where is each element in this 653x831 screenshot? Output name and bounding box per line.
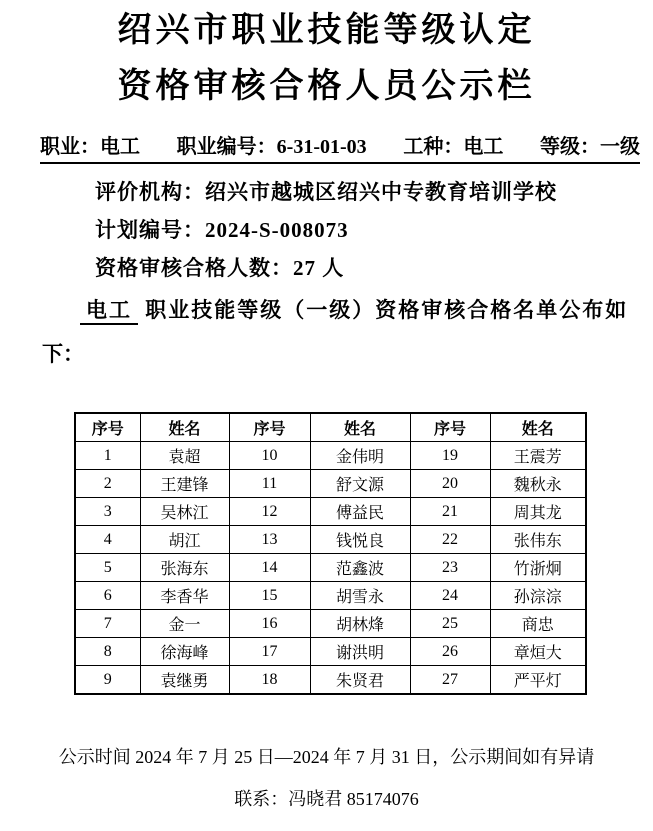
name-cell: 徐海峰 — [140, 638, 229, 666]
name-cell: 金伟明 — [310, 442, 410, 470]
serial-number-cell: 10 — [229, 442, 310, 470]
name-cell: 袁继勇 — [140, 666, 229, 695]
serial-number-cell: 8 — [75, 638, 140, 666]
serial-number-cell: 21 — [410, 498, 490, 526]
name-cell: 竹浙炯 — [490, 554, 586, 582]
column-header: 姓名 — [310, 413, 410, 442]
contact-line: 联系：冯晓君 85174076 — [234, 789, 419, 809]
name-cell: 傅益民 — [310, 498, 410, 526]
table-row — [75, 610, 586, 638]
column-header: 序号 — [229, 413, 310, 442]
table-row — [75, 442, 586, 470]
serial-number-cell: 24 — [410, 582, 490, 610]
passed-count-line: 资格审核合格人数：27 人 — [95, 256, 345, 280]
roster-table-body — [75, 442, 586, 695]
roster-table-header-row — [75, 413, 586, 442]
occupation-code-field: 职业编号：6-31-01-03 — [176, 136, 367, 158]
serial-number-cell: 6 — [75, 582, 140, 610]
name-cell: 李香华 — [140, 582, 229, 610]
serial-number-cell: 4 — [75, 526, 140, 554]
serial-number-cell: 25 — [410, 610, 490, 638]
name-cell: 范鑫波 — [310, 554, 410, 582]
serial-number-cell: 19 — [410, 442, 490, 470]
table-row — [75, 526, 586, 554]
name-cell: 王震芳 — [490, 442, 586, 470]
publicity-period-line: 公示时间 2024 年 7 月 25 日—2024 年 7 月 31 日，公示期间如有异请 — [58, 747, 595, 767]
name-cell: 张海东 — [140, 554, 229, 582]
occupation-info-line — [40, 134, 640, 164]
serial-number-cell: 9 — [75, 666, 140, 695]
serial-number-cell: 15 — [229, 582, 310, 610]
name-cell: 朱贤君 — [310, 666, 410, 695]
evaluation-agency-line: 评价机构：绍兴市越城区绍兴中专教育培训学校 — [95, 180, 557, 204]
serial-number-cell: 12 — [229, 498, 310, 526]
name-cell: 商忠 — [490, 610, 586, 638]
serial-number-cell: 26 — [410, 638, 490, 666]
serial-number-cell: 7 — [75, 610, 140, 638]
name-cell: 张伟东 — [490, 526, 586, 554]
table-row — [75, 638, 586, 666]
announcement-line-1 — [80, 296, 640, 324]
serial-number-cell: 20 — [410, 470, 490, 498]
serial-number-cell: 14 — [229, 554, 310, 582]
name-cell: 袁超 — [140, 442, 229, 470]
serial-number-cell: 11 — [229, 470, 310, 498]
trade-field: 工种：电工 — [403, 136, 504, 158]
name-cell: 周其龙 — [490, 498, 586, 526]
level-field: 等级：一级 — [540, 136, 640, 158]
name-cell: 胡雪永 — [310, 582, 410, 610]
serial-number-cell: 3 — [75, 498, 140, 526]
name-cell: 王建锋 — [140, 470, 229, 498]
serial-number-cell: 1 — [75, 442, 140, 470]
name-cell: 魏秋永 — [490, 470, 586, 498]
name-cell: 胡林烽 — [310, 610, 410, 638]
serial-number-cell: 27 — [410, 666, 490, 695]
table-row — [75, 666, 586, 695]
announcement-line-2: 下： — [42, 342, 84, 366]
table-row — [75, 498, 586, 526]
serial-number-cell: 17 — [229, 638, 310, 666]
qualified-roster-table — [74, 412, 587, 695]
name-cell: 吴林江 — [140, 498, 229, 526]
name-cell: 金一 — [140, 610, 229, 638]
name-cell: 严平灯 — [490, 666, 586, 695]
plan-number-line: 计划编号：2024-S-008073 — [95, 218, 349, 242]
serial-number-cell: 18 — [229, 666, 310, 695]
serial-number-cell: 23 — [410, 554, 490, 582]
name-cell: 舒文源 — [310, 470, 410, 498]
document-title-line-1: 绍兴市职业技能等级认定 — [117, 12, 536, 49]
serial-number-cell: 5 — [75, 554, 140, 582]
name-cell: 谢洪明 — [310, 638, 410, 666]
serial-number-cell: 16 — [229, 610, 310, 638]
table-row — [75, 470, 586, 498]
announcement-subject-underlined: 电工 — [80, 298, 138, 325]
column-header: 姓名 — [490, 413, 586, 442]
announcement-rest-text: 职业技能等级（一级）资格审核合格名单公布如 — [138, 298, 629, 322]
column-header: 序号 — [75, 413, 140, 442]
column-header: 序号 — [410, 413, 490, 442]
table-row — [75, 554, 586, 582]
document-title-line-2: 资格审核合格人员公示栏 — [117, 68, 536, 105]
name-cell: 钱悦良 — [310, 526, 410, 554]
serial-number-cell: 22 — [410, 526, 490, 554]
occupation-field: 职业：电工 — [40, 136, 140, 158]
name-cell: 章烜大 — [490, 638, 586, 666]
column-header: 姓名 — [140, 413, 229, 442]
serial-number-cell: 13 — [229, 526, 310, 554]
serial-number-cell: 2 — [75, 470, 140, 498]
table-row — [75, 582, 586, 610]
name-cell: 胡江 — [140, 526, 229, 554]
name-cell: 孙淙淙 — [490, 582, 586, 610]
